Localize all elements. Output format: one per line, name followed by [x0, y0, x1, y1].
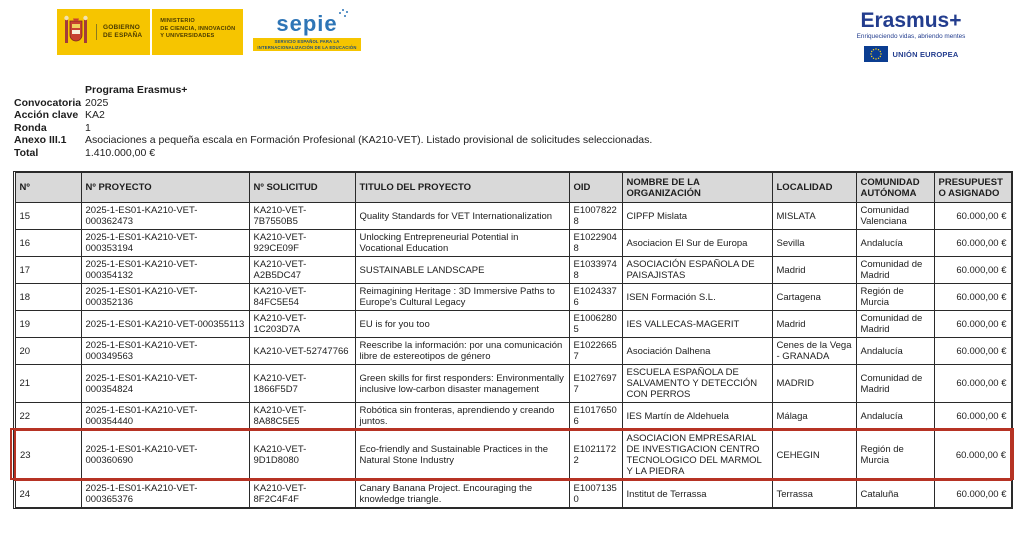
cell-presupuesto: 60.000,00 €: [934, 257, 1011, 284]
projects-table: [14, 172, 1010, 508]
gobierno-text: GOBIERNO DE ESPAÑA: [96, 24, 142, 40]
cell-solicitud: KA210-VET-1866F5D7: [249, 365, 355, 403]
cell-comunidad: Comunidad de Madrid: [856, 311, 934, 338]
cell-localidad: Cartagena: [772, 284, 856, 311]
meta-value: Asociaciones a pequeña escala en Formación Profesional (KA210-VET). Listado provisional de solicitudes seleccionadas.: [85, 134, 653, 147]
cell-organizacion: ISEN Formación S.L.: [622, 284, 772, 311]
meta-label: Total: [14, 146, 39, 159]
cell-solicitud: KA210-VET-1C203D7A: [249, 311, 355, 338]
cell-num: 19: [15, 311, 81, 338]
cell-presupuesto: 60.000,00 €: [934, 338, 1011, 365]
cell-oid: E10176506: [569, 403, 622, 431]
cell-presupuesto: 60.000,00 €: [934, 203, 1011, 230]
table-row: [15, 338, 1011, 365]
cell-presupuesto: 60.000,00 €: [934, 311, 1011, 338]
cell-num: 21: [15, 365, 81, 403]
cell-oid: E10071350: [569, 480, 622, 508]
cell-titulo: Quality Standards for VET Internationalization: [355, 203, 569, 230]
cell-organizacion: ASOCIACIÓN ESPAÑOLA DE PAISAJISTAS: [622, 257, 772, 284]
cell-comunidad: Comunidad de Madrid: [856, 257, 934, 284]
union-europea-label: UNIÓN EUROPEA: [892, 49, 959, 59]
cell-proyecto: 2025-1-ES01-KA210-VET-000362473: [81, 203, 249, 230]
cell-presupuesto: 60.000,00 €: [934, 480, 1011, 508]
document-meta: [14, 84, 874, 160]
column-header-organizacion: NOMBRE DE LA ORGANIZACIÓN: [622, 173, 772, 203]
column-header-solicitud: Nº SOLICITUD: [249, 173, 355, 203]
erasmus-logo: [836, 10, 986, 62]
cell-comunidad: Andalucía: [856, 338, 934, 365]
table-row: [15, 403, 1011, 431]
cell-organizacion: Asociacion El Sur de Europa: [622, 230, 772, 257]
cell-oid: E10211722: [569, 430, 622, 480]
erasmus-tagline: Enriqueciendo vidas, abriendo mentes: [856, 33, 966, 40]
cell-localidad: Madrid: [772, 311, 856, 338]
ministerio-logo: [152, 9, 243, 55]
sepie-subtitle: SERVICIO ESPAÑOL PARA LA INTERNACIONALIZACIÓN DE LA EDUCACIÓN: [253, 38, 360, 51]
cell-num: 16: [15, 230, 81, 257]
meta-label: Anexo III.1: [14, 134, 67, 147]
sepie-wordmark: sepie: [276, 13, 337, 35]
cell-titulo: SUSTAINABLE LANDSCAPE: [355, 257, 569, 284]
meta-label: Ronda: [14, 121, 47, 134]
sepie-logo: [253, 9, 360, 55]
cell-presupuesto: 60.000,00 €: [934, 230, 1011, 257]
meta-row: [14, 147, 874, 160]
meta-row: [14, 109, 874, 122]
cell-solicitud: KA210-VET-52747766: [249, 338, 355, 365]
cell-comunidad: Cataluña: [856, 480, 934, 508]
column-header-proyecto: Nº PROYECTO: [81, 173, 249, 203]
cell-proyecto: 2025-1-ES01-KA210-VET-000354132: [81, 257, 249, 284]
cell-num: 23: [15, 430, 81, 480]
table-row: [15, 257, 1011, 284]
meta-value: 1.410.000,00 €: [85, 146, 156, 159]
cell-localidad: CEHEGIN: [772, 430, 856, 480]
ministerio-text: MINISTERIO DE CIENCIA, INNOVACIÓN Y UNIVERSIDADES: [160, 18, 236, 40]
gobierno-espana-logo: [57, 9, 150, 55]
cell-solicitud: KA210-VET-8A88C5E5: [249, 403, 355, 431]
table-row: [15, 230, 1011, 257]
cell-oid: E10229048: [569, 230, 622, 257]
meta-row: [14, 97, 874, 110]
cell-proyecto: 2025-1-ES01-KA210-VET-000353194: [81, 230, 249, 257]
cell-comunidad: Región de Murcia: [856, 284, 934, 311]
table-row: [15, 430, 1011, 480]
cell-presupuesto: 60.000,00 €: [934, 284, 1011, 311]
column-header-num: Nº: [15, 173, 81, 203]
cell-organizacion: ESCUELA ESPAÑOLA DE SALVAMENTO Y DETECCIÓN CON PERROS: [622, 365, 772, 403]
eu-flag-icon: [864, 46, 888, 62]
cell-proyecto: 2025-1-ES01-KA210-VET-000354824: [81, 365, 249, 403]
cell-titulo: Robótica sin fronteras, aprendiendo y creando juntos.: [355, 403, 569, 431]
spain-coat-of-arms-icon: [63, 15, 89, 49]
sepie-stars-icon: [338, 9, 348, 19]
programa-title: Programa Erasmus+: [85, 84, 188, 96]
cell-presupuesto: 60.000,00 €: [934, 403, 1011, 431]
cell-solicitud: KA210-VET-929CE09F: [249, 230, 355, 257]
cell-localidad: Cenes de la Vega - GRANADA: [772, 338, 856, 365]
cell-num: 22: [15, 403, 81, 431]
cell-comunidad: Andalucía: [856, 403, 934, 431]
table-header-row: [15, 173, 1011, 203]
meta-row: [14, 122, 874, 135]
cell-oid: E10339748: [569, 257, 622, 284]
cell-titulo: Canary Banana Project. Encouraging the knowledge triangle.: [355, 480, 569, 508]
cell-solicitud: KA210-VET-84FC5E54: [249, 284, 355, 311]
cell-oid: E10078228: [569, 203, 622, 230]
cell-oid: E10276977: [569, 365, 622, 403]
cell-comunidad: Andalucía: [856, 230, 934, 257]
erasmus-title: Erasmus+: [860, 9, 962, 32]
column-header-oid: OID: [569, 173, 622, 203]
meta-value: 1: [85, 121, 91, 134]
cell-titulo: Reescribe la información: por una comunicación libre de estereotipos de género: [355, 338, 569, 365]
cell-localidad: MISLATA: [772, 203, 856, 230]
meta-label: Convocatoria: [14, 96, 82, 109]
cell-num: 24: [15, 480, 81, 508]
cell-organizacion: CIPFP Mislata: [622, 203, 772, 230]
cell-solicitud: KA210-VET-7B7550B5: [249, 203, 355, 230]
cell-presupuesto: 60.000,00 €: [934, 365, 1011, 403]
cell-localidad: Madrid: [772, 257, 856, 284]
cell-presupuesto: 60.000,00 €: [934, 430, 1011, 480]
cell-num: 15: [15, 203, 81, 230]
cell-oid: E10243376: [569, 284, 622, 311]
cell-organizacion: ASOCIACION EMPRESARIAL DE INVESTIGACION CENTRO TECNOLOGICO DEL MARMOL Y LA PIEDRA: [622, 430, 772, 480]
cell-proyecto: 2025-1-ES01-KA210-VET-000349563: [81, 338, 249, 365]
column-header-presupuesto: PRESUPUESTO ASIGNADO: [934, 173, 1011, 203]
cell-organizacion: Institut de Terrassa: [622, 480, 772, 508]
cell-proyecto: 2025-1-ES01-KA210-VET-000354440: [81, 403, 249, 431]
meta-label: Acción clave: [14, 109, 79, 122]
cell-organizacion: Asociación Dalhena: [622, 338, 772, 365]
table-row: [15, 203, 1011, 230]
column-header-comunidad: COMUNIDAD AUTÓNOMA: [856, 173, 934, 203]
meta-value: KA2: [85, 109, 105, 122]
cell-titulo: Eco-friendly and Sustainable Practices in the Natural Stone Industry: [355, 430, 569, 480]
cell-localidad: MADRID: [772, 365, 856, 403]
cell-titulo: Green skills for first responders: Environmentally inclusive low-carbon disaster management: [355, 365, 569, 403]
meta-value: 2025: [85, 96, 109, 109]
cell-titulo: EU is for you too: [355, 311, 569, 338]
cell-solicitud: KA210-VET-8F2C4F4F: [249, 480, 355, 508]
cell-num: 20: [15, 338, 81, 365]
cell-proyecto: 2025-1-ES01-KA210-VET-000365376: [81, 480, 249, 508]
table-row: [15, 311, 1011, 338]
cell-localidad: Sevilla: [772, 230, 856, 257]
table-row: [15, 284, 1011, 311]
cell-localidad: Málaga: [772, 403, 856, 431]
cell-titulo: Unlocking Entrepreneurial Potential in Vocational Education: [355, 230, 569, 257]
cell-comunidad: Región de Murcia: [856, 430, 934, 480]
cell-organizacion: IES VALLECAS-MAGERIT: [622, 311, 772, 338]
cell-proyecto: 2025-1-ES01-KA210-VET-000360690: [81, 430, 249, 480]
column-header-localidad: LOCALIDAD: [772, 173, 856, 203]
cell-num: 18: [15, 284, 81, 311]
meta-row: [14, 134, 874, 147]
cell-solicitud: KA210-VET-A2B5DC47: [249, 257, 355, 284]
cell-num: 17: [15, 257, 81, 284]
cell-comunidad: Comunidad de Madrid: [856, 365, 934, 403]
cell-solicitud: KA210-VET-9D1D8080: [249, 430, 355, 480]
cell-organizacion: IES Martín de Aldehuela: [622, 403, 772, 431]
table-row: [15, 365, 1011, 403]
cell-titulo: Reimagining Heritage : 3D Immersive Paths to Europe's Cultural Legacy: [355, 284, 569, 311]
logo-strip: [57, 9, 361, 55]
cell-proyecto: 2025-1-ES01-KA210-VET-000352136: [81, 284, 249, 311]
cell-comunidad: Comunidad Valenciana: [856, 203, 934, 230]
cell-oid: E10226657: [569, 338, 622, 365]
table-row: [15, 480, 1011, 508]
cell-oid: E10062805: [569, 311, 622, 338]
cell-localidad: Terrassa: [772, 480, 856, 508]
meta-label-empty: [14, 84, 85, 97]
cell-proyecto: 2025-1-ES01-KA210-VET-000355113: [81, 311, 249, 338]
column-header-titulo: TITULO DEL PROYECTO: [355, 173, 569, 203]
